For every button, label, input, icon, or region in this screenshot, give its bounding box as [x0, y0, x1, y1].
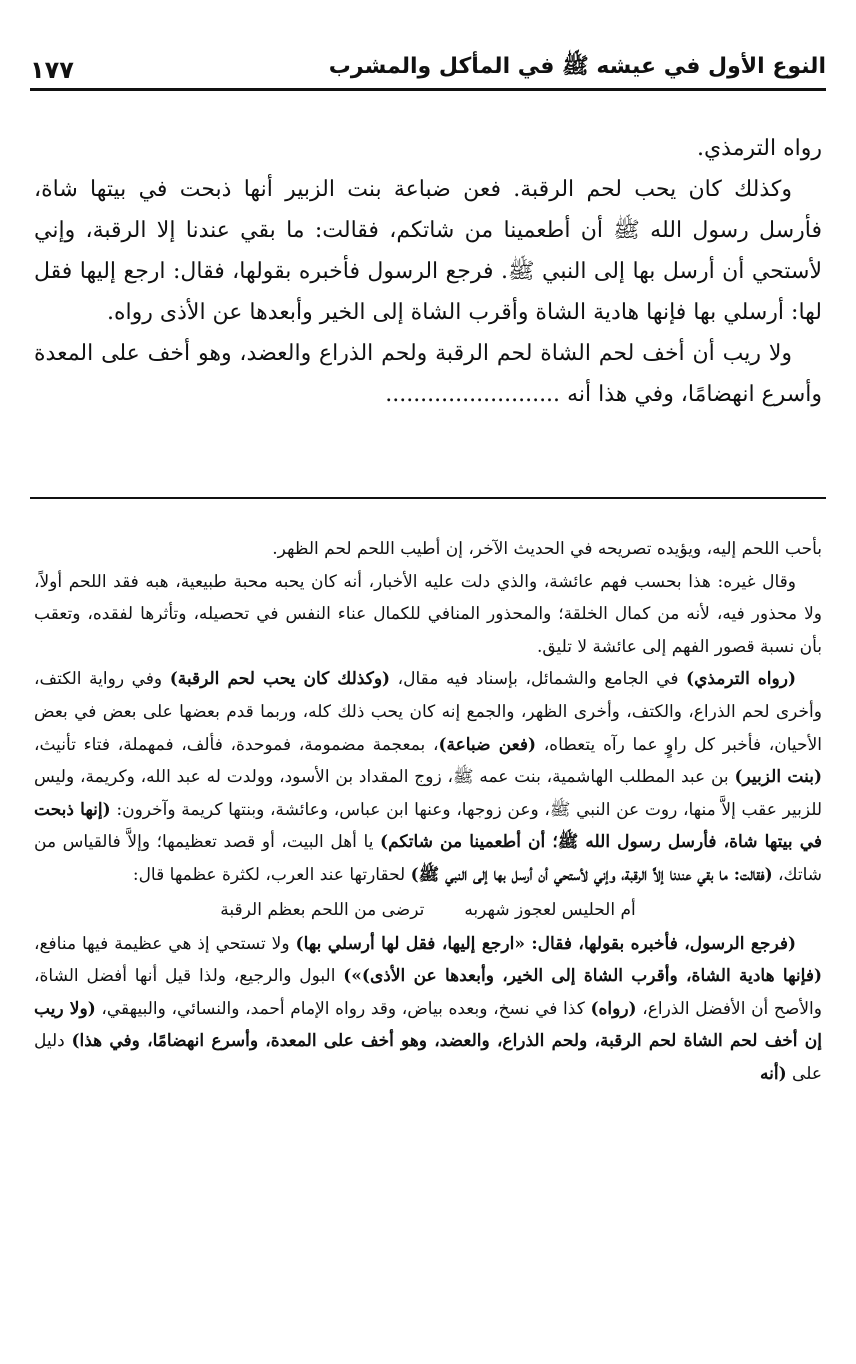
quoted-matn: (فإنها هادية الشاة، وأقرب الشاة إلى الخير، وأبعدها عن الأذى)») [343, 966, 822, 987]
commentary-text-span: وفي رواية الكتف، وأخرى لحم الذراع، والكتف، وأخرى الظهر، والجمع إنه كان يحب ذلك كله، وربما قدم بعضها على بعض في بعض الأحيان، فأخبر كل راوٍ عما رآه يتعطاه، [34, 669, 822, 755]
commentary-paragraph-2: وقال غيره: هذا بحسب فهم عائشة، والذي دلت عليه الأخبار، أنه كان يحبه محبة طبيعية، هبه فقد اللحم أولاً، ولا محذور فيه، لأنه من كمال الخلقة؛ والمحذور المنافي للكمال عناء النفس في تحصيله، وتأثرها لفقده، وتعقب بأن نسبة قصور الفهم إلى عائشة لا تليق. [34, 571, 822, 657]
quoted-matn: (إنها ذبحت في بيتها شاة، فأرسل رسول الله ﷺ؛ أن أطعمينا من شاتكم) [34, 799, 822, 853]
main-paragraph-1: رواه الترمذي. [696, 136, 822, 161]
commentary-text-span: دليل على [34, 1031, 822, 1084]
quoted-matn: (ولا ريب إن أخف لحم الشاة لحم الرقبة، ولحم الذراع، والعضد، وهو أخف على المعدة، وأسرع انهضامًا، وفي هذا) [34, 998, 822, 1052]
main-paragraph-3 [34, 333, 822, 415]
main-paragraph-3-text: ولا ريب أن أخف لحم الشاة لحم الرقبة ولحم الذراع والعضد، وهو أخف على المعدة وأسرع انهضامًا، وفي هذا أنه [34, 341, 822, 407]
verse-second-hemistich: ترضى من اللحم بعظم الرقبة [220, 899, 425, 920]
quoted-matn: (بنت الزبير) [734, 767, 822, 788]
commentary-text-span: في الجامع والشمائل، بإسناد فيه مقال، [390, 669, 687, 690]
quoted-matn: (فقالت: ما بقي عندنا إلاَّ الرقبة، وإني لأستحي أن أرسل بها إلى النبي ﷺ) [410, 864, 773, 885]
quoted-matn: (أنه [760, 1063, 787, 1084]
main-text [34, 128, 822, 415]
commentary-text [34, 533, 822, 1091]
quoted-matn: (رواه) [590, 998, 637, 1019]
ellipsis-dots: ......................... [385, 382, 561, 407]
poetry-verse [34, 894, 822, 926]
commentary-text-span: لحقارتها عند العرب، لكثرة عظمها قال: [132, 864, 411, 885]
footnote-divider [30, 497, 826, 499]
quoted-matn: (فرجع الرسول، فأخبره بقولها، فقال: «ارجع إليها، فقل لها أرسلي بها) [295, 933, 796, 954]
page-number: ١٧٧ [30, 56, 74, 84]
commentary-text-span: البول والرجيع، ولذا قيل أنها أفضل الشاة، والأصح أن الأفضل الذراع، [34, 966, 822, 1019]
commentary-paragraph-3 [34, 663, 822, 891]
commentary-text-span: بن عبد المطلب الهاشمية، بنت عمه ﷺ، زوج المقداد بن الأسود، وولدت له عبد الله، وكريمة، وليس للزبير عقب إلاَّ منها، روت عن النبي ﷺ، وعن زوجها، وعنها ابن عباس، وعائشة، وبنتها كريمة وآخرون: [34, 767, 823, 820]
commentary-paragraph-4 [34, 928, 822, 1091]
commentary-text-span: يا أهل البيت، أو قصد تعظيمها؛ وإلاَّ فالقياس من شاتك، [34, 832, 822, 885]
quoted-matn: (فعن ضباعة) [438, 734, 537, 755]
main-paragraph-2: وكذلك كان يحب لحم الرقبة. فعن ضباعة بنت الزبير أنها ذبحت في بيتها شاة، فأرسل رسول الله ﷺ أن أطعمينا من شاتكم، فقالت: ما بقي عندنا إلا الرقبة، وإني لأستحي أن أرسل بها إلى النبي ﷺ. فرجع الرسول فأخبره بقولها، فقال: ارجع إليها فقل لها: أرسلي بها فإنها هادية الشاة وأقرب الشاة إلى الخير وأبعدها عن الأذى رواه. [34, 177, 822, 325]
quoted-matn: (رواه الترمذي) [686, 669, 796, 690]
commentary-text-span: ، بمعجمة مضمومة، فموحدة، فألف، فمهملة، فتاء تأنيث، [34, 734, 439, 755]
commentary-text-span: كذا في نسخ، وبعده بياض، وقد رواه الإمام أحمد، والنسائي، والبيهقي، [95, 998, 591, 1019]
running-header [30, 44, 826, 84]
header-title: النوع الأول في عيشه ﷺ في المأكل والمشرب [328, 54, 826, 79]
quoted-matn: (وكذلك كان يحب لحم الرقبة) [169, 669, 391, 690]
commentary-paragraph-1: بأحب اللحم إليه، ويؤيده تصريحه في الحديث الآخر، إن أطيب اللحم لحم الظهر. [272, 539, 822, 559]
commentary-text-span: ولا تستحي إذ هي عظيمة فيها منافع، [34, 933, 296, 954]
verse-first-hemistich: أم الحليس لعجوز شهربه [464, 899, 636, 920]
header-rule [30, 88, 826, 91]
